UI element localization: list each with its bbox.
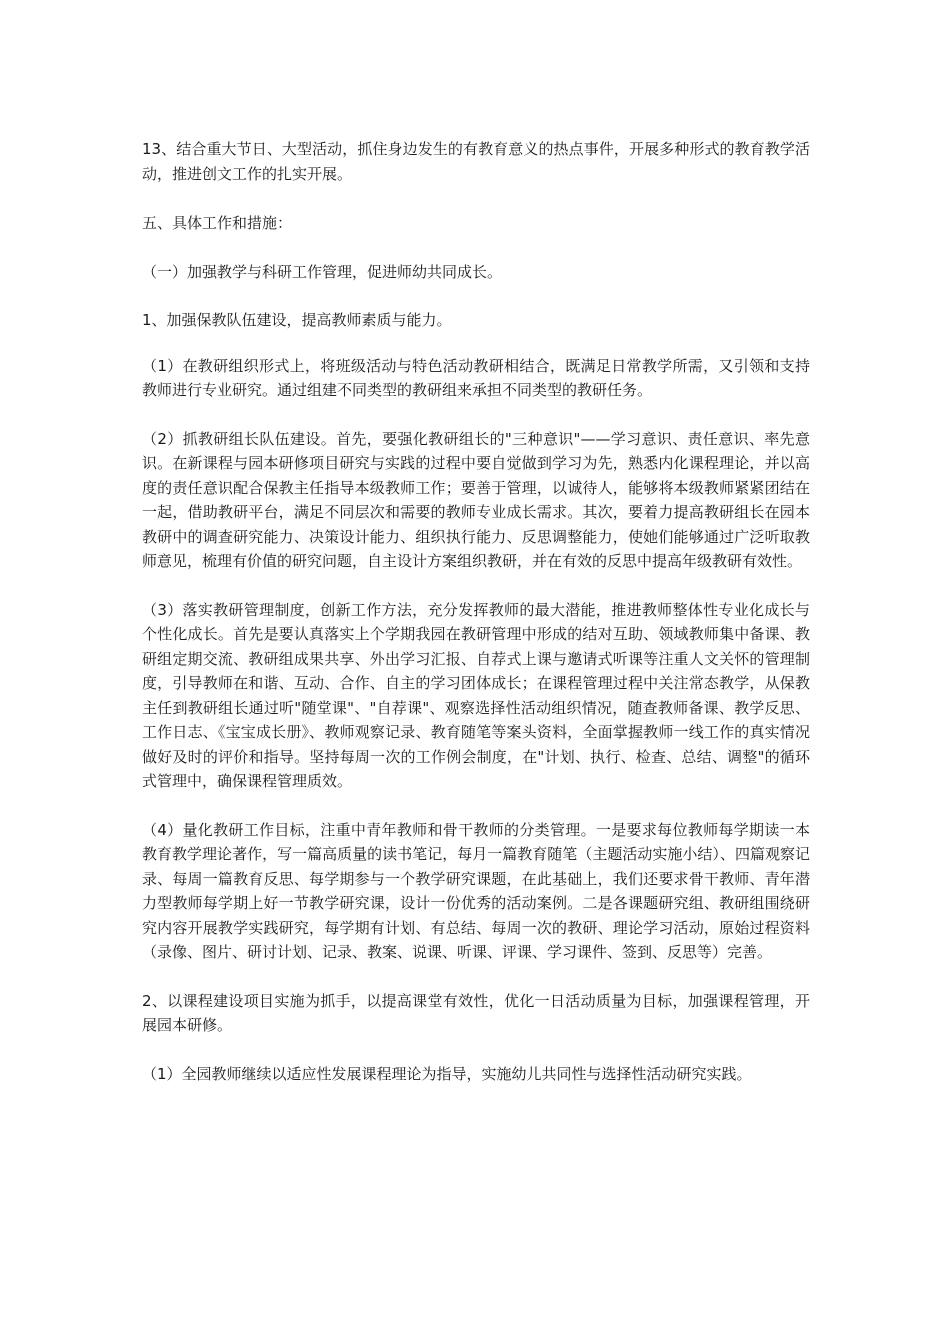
paragraph-item-13: 13、结合重大节日、大型活动，抓住身边发生的有教育意义的热点事件，开展多种形式的教育教学活动，推进创文工作的扎实开展。 (142, 140, 810, 183)
paragraph-sub-2: （2）抓教研组长队伍建设。首先，要强化教研组长的"三种意识"——学习意识、责任意识、率先意识。在新课程与园本研修项目研究与实践的过程中要自觉做到学习为先，熟悉内化课程理论，并以高度的责任意识配合保教主任指导本级教师工作；要善于管理，以诚待人，能够将本级教师紧紧团结在一起，借助教研平台，满足不同层次和需要的教师专业成长需求。其次，要着力提高教研组长在园本教研中的调查研究能力、决策设计能力、组织执行能力、反思调整能力，使她们能够通过广泛听取教师意见，梳理有价值的研究问题，自主设计方案组织教研，并在有效的反思中提高年级教研有效性。 (142, 429, 810, 570)
paragraph-sub-3: （3）落实教研管理制度，创新工作方法，充分发挥教师的最大潜能，推进教师整体性专业化成长与个性化成长。首先是要认真落实上个学期我园在教研管理中形成的结对互助、领域教师集中备课、教研组定期交流、教研组成果共享、外出学习汇报、自荐式上课与邀请式听课等注重人文关怀的管理制度，引导教师在和谐、互动、合作、自主的学习团体成长；在课程管理过程中关注常态教学，从保教主任到教研组长通过听"随堂课"、"自荐课"、观察选择性活动组织情况，随查教师备课、教学反思、工作日志、《宝宝成长册》、教师观察记录、教育随笔等案头资料，全面掌握教师一线工作的真实情况做好及时的评价和指导。坚持每周一次的工作例会制度，在"计划、执行、检查、总结、调整"的循环式管理中，确保课程管理质效。 (142, 600, 810, 790)
item-heading-1: 1、加强保教队伍建设，提高教师素质与能力。 (142, 311, 452, 329)
section-heading-five: 五、具体工作和措施： (142, 214, 293, 232)
item-heading-2: 2、以课程建设项目实施为抓手，以提高课堂有效性，优化一日活动质量为目标，加强课程管理，开展园本研修。 (142, 991, 810, 1034)
document-page (142, 137, 810, 1086)
paragraph-sub-4: （4）量化教研工作目标，注重中青年教师和骨干教师的分类管理。一是要求每位教师每学期读一本教育教学理论著作，写一篇高质量的读书笔记，每月一篇教育随笔（主题活动实施小结）、四篇观察记录、每周一篇教育反思、每学期参与一个教学研究课题，在此基础上，我们还要求骨干教师、青年潜力型教师每学期上好一节教学研究课，设计一份优秀的活动案例。二是各课题研究组、教研组围绕研究内容开展教学实践研究，每学期有计划、有总结、每周一次的教研、理论学习活动，原始过程资料（录像、图片、研讨计划、记录、教案、说课、听课、评课、学习课件、签到、反思等）完善。 (142, 820, 810, 961)
paragraph-sub-1: （1）在教研组织形式上，将班级活动与特色活动教研相结合，既满足日常教学所需，又引领和支持教师进行专业研究。通过组建不同类型的教研组来承担不同类型的教研任务。 (142, 356, 810, 399)
subsection-heading-one: （一）加强教学与科研工作管理，促进师幼共同成长。 (142, 262, 503, 281)
paragraph-sub-1-b: （1）全园教师继续以适应性发展课程理论为指导，实施幼儿共同性与选择性活动研究实践。 (142, 1064, 752, 1083)
